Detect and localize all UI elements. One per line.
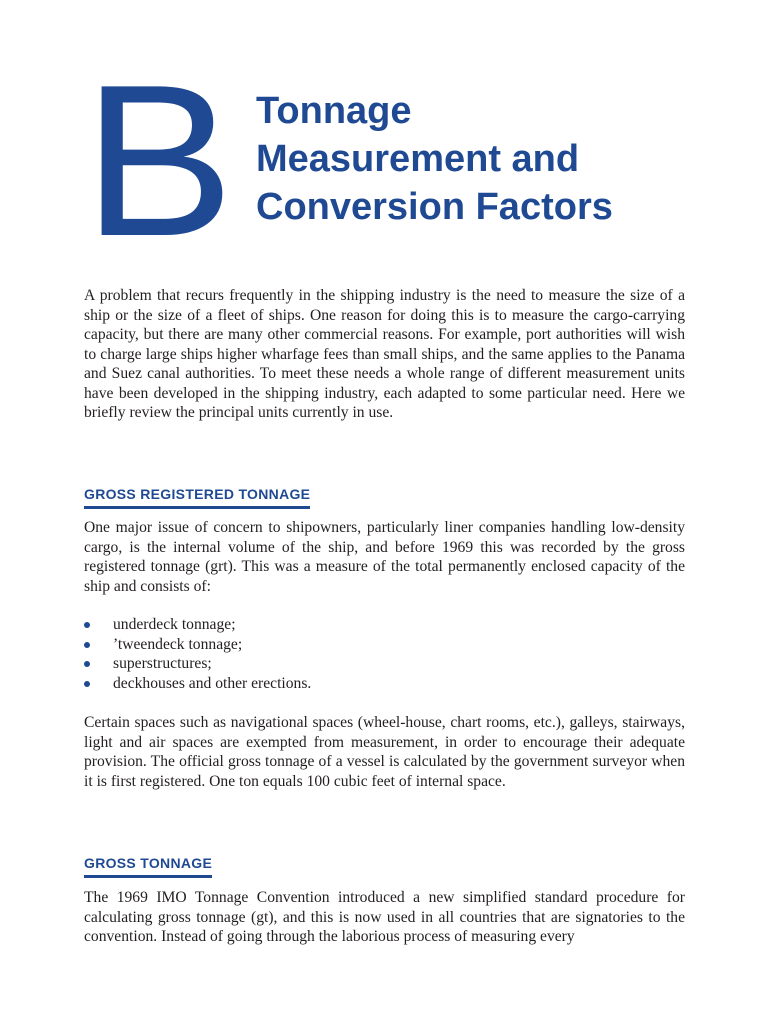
list-item	[84, 654, 311, 674]
bullet-icon	[84, 661, 90, 667]
list-item	[84, 635, 311, 655]
section-heading-gross-tonnage: GROSS TONNAGE	[84, 854, 212, 878]
chapter-title-line: Tonnage	[256, 90, 412, 132]
list-item-text: deckhouses and other erections.	[113, 674, 312, 692]
list-item-text: ’tweendeck tonnage;	[113, 635, 243, 653]
grt-paragraph-2: Certain spaces such as navigational spaces (wheel-house, chart rooms, etc.), galleys, stairways, light and air spaces are exempted from measurement, in order to encourage their adequate provision. The official gross tonnage of a vessel is calculated by the government surveyor when it is first registered. One ton equals 100 cubic feet of internal space.	[84, 714, 685, 790]
chapter-title-line: Measurement and	[256, 138, 580, 180]
chapter-title	[256, 87, 613, 231]
intro-paragraph: A problem that recurs frequently in the shipping industry is the need to measure the size of a ship or the size of a fleet of ships. One reason for doing this is to measure the cargo-carrying capacity, but there are many other commercial reasons. For example, port authorities will wish to charge large ships higher wharfage fees than small ships, and the same applies to the Panama and Suez canal authorities. To meet these needs a whole range of different measurement units have been developed in the shipping industry, each adapted to some particular need. Here we briefly review the principal units currently in use.	[84, 287, 685, 421]
tonnage-components-list	[84, 615, 311, 693]
section-heading-gross-registered-tonnage: GROSS REGISTERED TONNAGE	[84, 485, 310, 509]
grt-paragraph-1: One major issue of concern to shipowners, particularly liner companies handling low-density cargo, is the internal volume of the ship, and before 1969 this was recorded by the gross registered tonnage (grt). This was a measure of the total permanently enclosed capacity of the ship and consists of:	[84, 519, 685, 595]
list-item-text: underdeck tonnage;	[113, 616, 236, 633]
list-item-text: superstructures;	[113, 655, 212, 672]
gt-paragraph-1: The 1969 IMO Tonnage Convention introduced a new simplified standard procedure for calculating gross tonnage (gt), and this is now used in all countries that are signatories to the convention. Instead of going through the laborious process of measuring every	[84, 889, 685, 945]
list-item	[84, 615, 311, 635]
bullet-icon	[84, 681, 90, 687]
bullet-icon	[84, 642, 90, 648]
chapter-title-line: Conversion Factors	[256, 186, 613, 228]
list-item	[84, 674, 311, 694]
bullet-icon	[84, 622, 90, 628]
chapter-letter: B	[83, 39, 235, 281]
